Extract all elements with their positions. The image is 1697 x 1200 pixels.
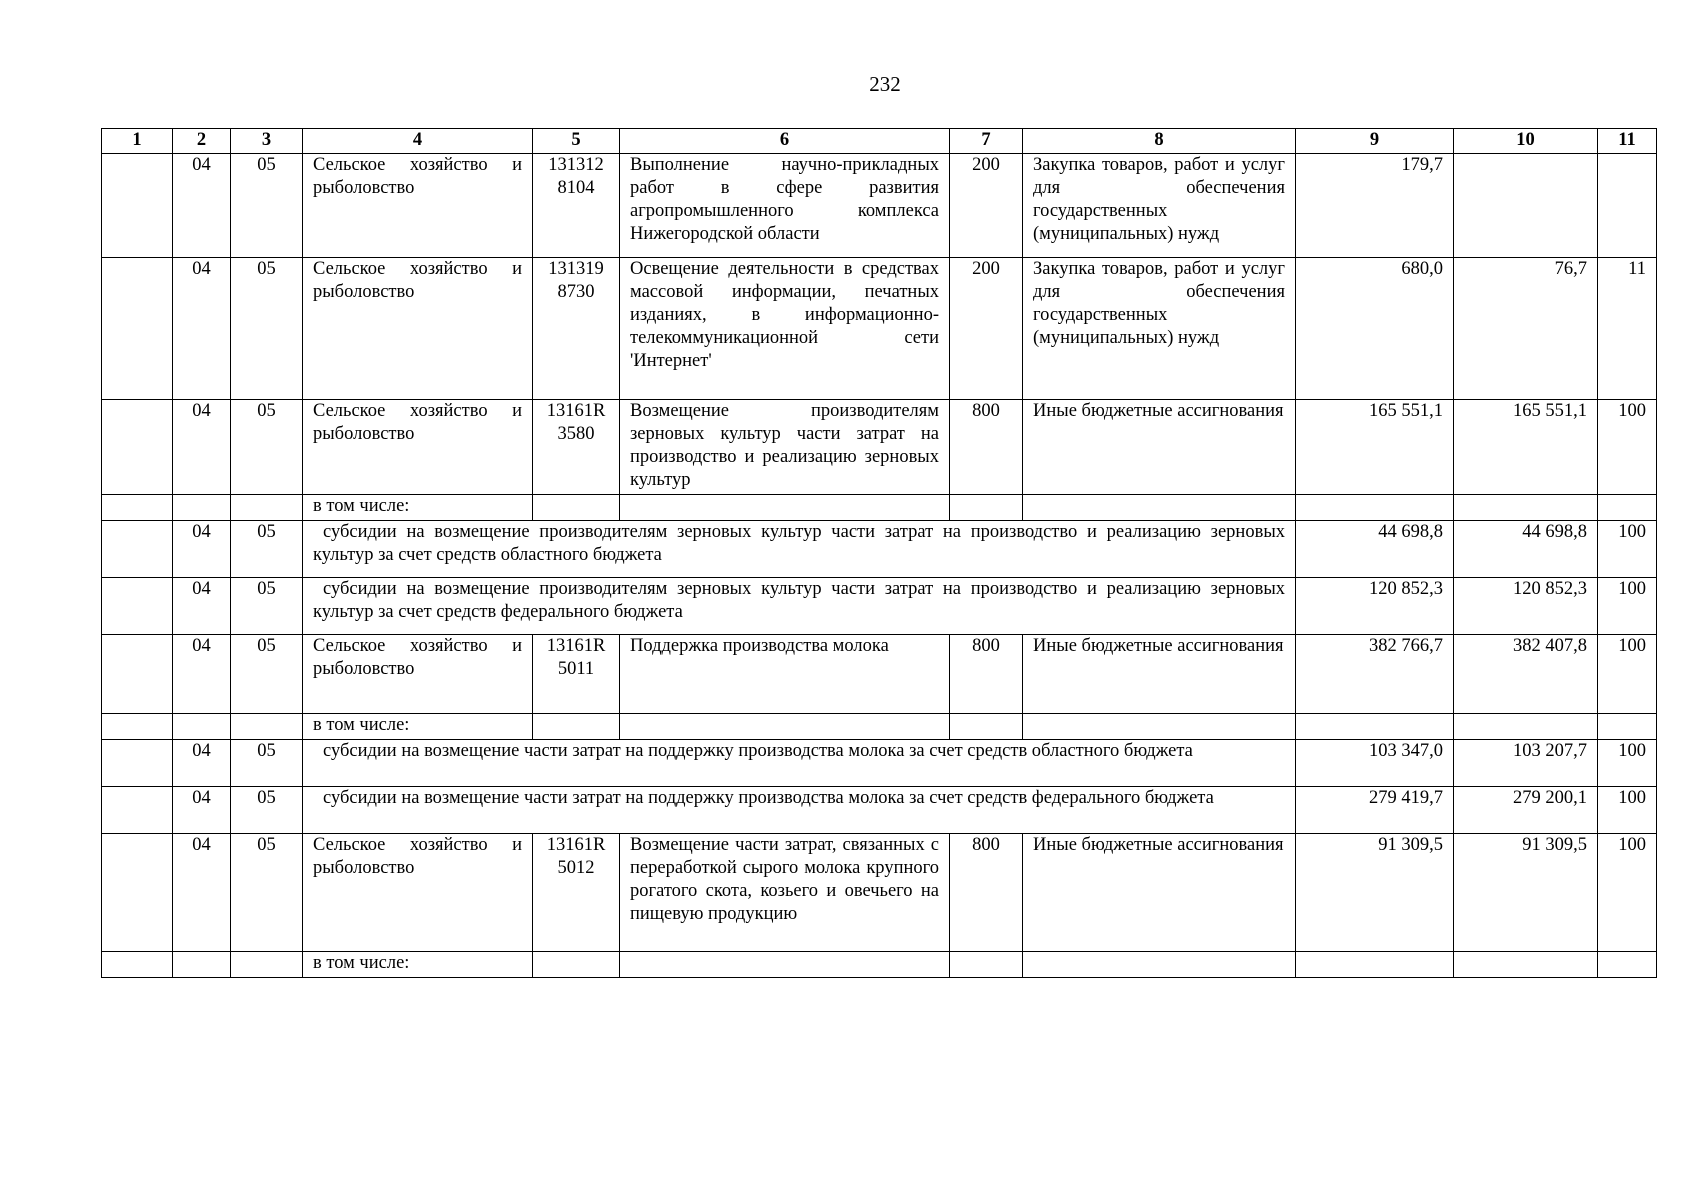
table-row: [102, 400, 1657, 495]
cell-expense-type: [950, 495, 1023, 521]
cell-planned: 120 852,3: [1296, 578, 1454, 635]
cell-planned: 680,0: [1296, 258, 1454, 400]
cell-executed: 91 309,5: [1454, 834, 1598, 952]
cell-percent: 100: [1598, 635, 1657, 714]
cell-section: 04: [173, 154, 231, 258]
cell-col1: [102, 578, 173, 635]
cell-expense-name: Иные бюджетные ассигнования: [1023, 635, 1296, 714]
cell-expense-name: Иные бюджетные ассигнования: [1023, 834, 1296, 952]
cell-expense-type: 800: [950, 635, 1023, 714]
cell-expense-type: 200: [950, 154, 1023, 258]
cell-section: 04: [173, 578, 231, 635]
cell-subsection: 05: [231, 635, 303, 714]
cell-executed: 44 698,8: [1454, 521, 1598, 578]
cell-executed: [1454, 495, 1598, 521]
cell-target-code: 13161R 5011: [533, 635, 620, 714]
cell-planned: 279 419,7: [1296, 787, 1454, 834]
cell-section: 04: [173, 400, 231, 495]
table-row: [102, 495, 1657, 521]
cell-col1: [102, 400, 173, 495]
cell-percent: 11: [1598, 258, 1657, 400]
cell-expense-name: Иные бюджетные ассигнования: [1023, 400, 1296, 495]
cell-expense-type: [950, 952, 1023, 978]
cell-subsection: 05: [231, 834, 303, 952]
cell-target-name: Выполнение научно-прикладных работ в сфере развития агропромышленного комплекса Нижегородской области: [620, 154, 950, 258]
header-cell: 10: [1454, 129, 1598, 154]
cell-percent: 100: [1598, 834, 1657, 952]
cell-section: [173, 495, 231, 521]
cell-section: 04: [173, 787, 231, 834]
cell-subsidy-description: субсидии на возмещение производителям зерновых культур части затрат на производство и реализацию зерновых культур за счет средств областного бюджета: [303, 521, 1296, 578]
header-cell: 7: [950, 129, 1023, 154]
cell-subsection: 05: [231, 787, 303, 834]
cell-expense-type: 200: [950, 258, 1023, 400]
cell-percent: [1598, 495, 1657, 521]
cell-expense-name: [1023, 714, 1296, 740]
cell-target-name: [620, 952, 950, 978]
header-cell: 1: [102, 129, 173, 154]
cell-expense-type: 800: [950, 400, 1023, 495]
cell-planned: 179,7: [1296, 154, 1454, 258]
cell-executed: 382 407,8: [1454, 635, 1598, 714]
cell-col1: [102, 635, 173, 714]
cell-col1: [102, 154, 173, 258]
cell-percent: 100: [1598, 740, 1657, 787]
cell-target-name: Освещение деятельности в средствах массовой информации, печатных изданиях, в информационно-телекоммуникационной сети 'Интернет': [620, 258, 950, 400]
cell-col1: [102, 258, 173, 400]
header-cell: 11: [1598, 129, 1657, 154]
cell-executed: [1454, 714, 1598, 740]
table-row: [102, 714, 1657, 740]
header-cell: 8: [1023, 129, 1296, 154]
budget-table: [101, 128, 1657, 978]
cell-section: [173, 952, 231, 978]
table-row: [102, 521, 1657, 578]
cell-target-code: [533, 952, 620, 978]
cell-col1: [102, 952, 173, 978]
cell-subsection: 05: [231, 400, 303, 495]
cell-subsection: [231, 495, 303, 521]
cell-col1: [102, 787, 173, 834]
cell-section: 04: [173, 258, 231, 400]
cell-target-name: Возмещение производителям зерновых культур части затрат на производство и реализацию зерновых культур: [620, 400, 950, 495]
cell-expense-name: [1023, 952, 1296, 978]
cell-planned: 91 309,5: [1296, 834, 1454, 952]
header-cell: 4: [303, 129, 533, 154]
cell-section-name: Сельское хозяйство и рыболовство: [303, 834, 533, 952]
table-row: [102, 578, 1657, 635]
cell-planned: 165 551,1: [1296, 400, 1454, 495]
cell-target-code: 13161R 5012: [533, 834, 620, 952]
cell-percent: 100: [1598, 521, 1657, 578]
cell-percent: [1598, 952, 1657, 978]
cell-planned: [1296, 495, 1454, 521]
cell-col1: [102, 740, 173, 787]
cell-col1: [102, 714, 173, 740]
cell-target-name: [620, 714, 950, 740]
table-row: [102, 154, 1657, 258]
cell-subsidy-description: субсидии на возмещение части затрат на поддержку производства молока за счет средств областного бюджета: [303, 740, 1296, 787]
cell-section: [173, 714, 231, 740]
cell-target-code: 131319 8730: [533, 258, 620, 400]
cell-planned: [1296, 952, 1454, 978]
cell-section-name: Сельское хозяйство и рыболовство: [303, 258, 533, 400]
cell-percent: 100: [1598, 578, 1657, 635]
cell-target-name: Поддержка производства молока: [620, 635, 950, 714]
cell-planned: 103 347,0: [1296, 740, 1454, 787]
cell-subsection: 05: [231, 258, 303, 400]
cell-percent: [1598, 714, 1657, 740]
cell-section-name: Сельское хозяйство и рыболовство: [303, 635, 533, 714]
cell-including-label: в том числе:: [303, 952, 533, 978]
cell-subsection: 05: [231, 740, 303, 787]
table-row: [102, 635, 1657, 714]
header-row: [102, 129, 1657, 154]
cell-subsidy-description: субсидии на возмещение производителям зерновых культур части затрат на производство и реализацию зерновых культур за счет средств федерального бюджета: [303, 578, 1296, 635]
table-row: [102, 258, 1657, 400]
cell-col1: [102, 521, 173, 578]
cell-subsection: 05: [231, 578, 303, 635]
cell-section-name: Сельское хозяйство и рыболовство: [303, 400, 533, 495]
cell-planned: [1296, 714, 1454, 740]
cell-target-name: Возмещение части затрат, связанных с переработкой сырого молока крупного рогатого скота, козьего и овечьего на пищевую продукцию: [620, 834, 950, 952]
cell-expense-type: [950, 714, 1023, 740]
cell-including-label: в том числе:: [303, 495, 533, 521]
header-cell: 3: [231, 129, 303, 154]
cell-subsidy-description: субсидии на возмещение части затрат на поддержку производства молока за счет средств федерального бюджета: [303, 787, 1296, 834]
cell-including-label: в том числе:: [303, 714, 533, 740]
cell-target-code: 131312 8104: [533, 154, 620, 258]
cell-subsection: [231, 952, 303, 978]
cell-planned: 382 766,7: [1296, 635, 1454, 714]
cell-col1: [102, 495, 173, 521]
cell-percent: 100: [1598, 787, 1657, 834]
cell-planned: 44 698,8: [1296, 521, 1454, 578]
header-cell: 6: [620, 129, 950, 154]
page-number: 232: [869, 72, 901, 96]
cell-section: 04: [173, 740, 231, 787]
table-row: [102, 952, 1657, 978]
cell-target-name: [620, 495, 950, 521]
cell-percent: 100: [1598, 400, 1657, 495]
cell-executed: 120 852,3: [1454, 578, 1598, 635]
cell-executed: 165 551,1: [1454, 400, 1598, 495]
cell-subsection: 05: [231, 521, 303, 578]
cell-expense-name: Закупка товаров, работ и услуг для обеспечения государственных (муниципальных) нужд: [1023, 154, 1296, 258]
cell-target-code: [533, 495, 620, 521]
cell-subsection: 05: [231, 154, 303, 258]
cell-executed: 279 200,1: [1454, 787, 1598, 834]
cell-expense-name: [1023, 495, 1296, 521]
cell-section: 04: [173, 635, 231, 714]
cell-section-name: Сельское хозяйство и рыболовство: [303, 154, 533, 258]
cell-executed: 76,7: [1454, 258, 1598, 400]
header-cell: 9: [1296, 129, 1454, 154]
table-row: [102, 834, 1657, 952]
cell-target-code: 13161R 3580: [533, 400, 620, 495]
cell-executed: [1454, 154, 1598, 258]
cell-section: 04: [173, 834, 231, 952]
header-cell: 2: [173, 129, 231, 154]
cell-percent: [1598, 154, 1657, 258]
cell-col1: [102, 834, 173, 952]
cell-section: 04: [173, 521, 231, 578]
table-row: [102, 740, 1657, 787]
cell-executed: [1454, 952, 1598, 978]
cell-expense-name: Закупка товаров, работ и услуг для обеспечения государственных (муниципальных) нужд: [1023, 258, 1296, 400]
cell-target-code: [533, 714, 620, 740]
header-cell: 5: [533, 129, 620, 154]
cell-subsection: [231, 714, 303, 740]
table-row: [102, 787, 1657, 834]
cell-executed: 103 207,7: [1454, 740, 1598, 787]
cell-expense-type: 800: [950, 834, 1023, 952]
